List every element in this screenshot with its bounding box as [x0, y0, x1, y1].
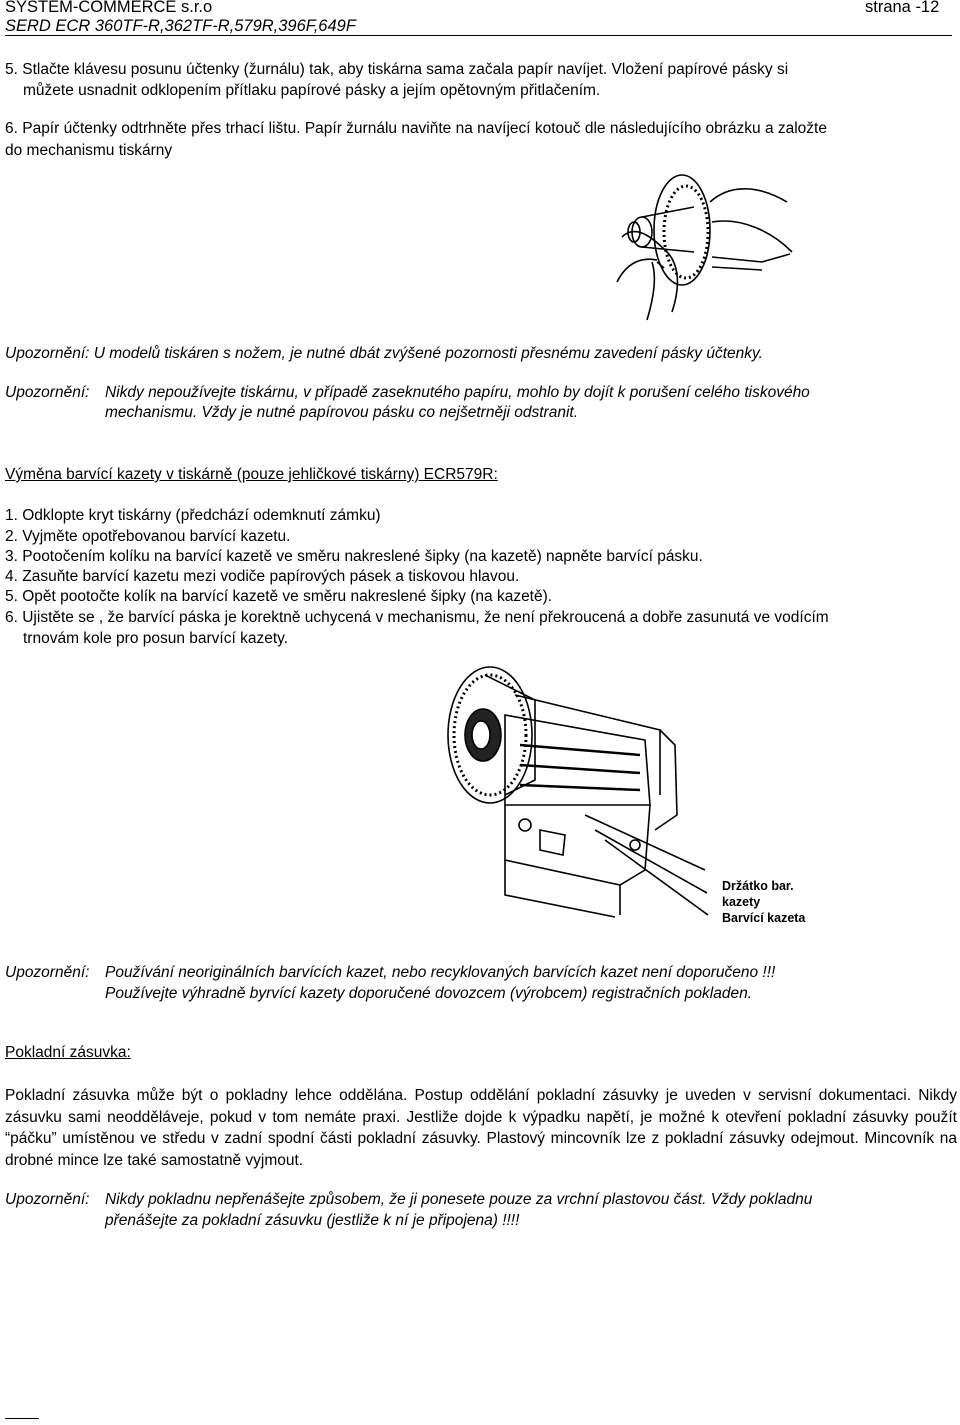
ribbon-step-5: 5. Opět pootočte kolík na barvící kazetě ve směru nakreslené šipky (na kazetě).	[5, 588, 553, 605]
printer-mechanism-illustration	[445, 655, 725, 930]
step-6-line-1: 6. Papír účtenky odtrhněte přes trhací lištu. Papír žurnálu naviňte na navíjecí kotouč dle následujícího obrázku a založte	[5, 120, 827, 137]
label-ribbon-cassette: Barvící kazeta	[722, 911, 806, 925]
ribbon-heading: Výměna barvící kazety v tiskárně (pouze jehličkové tiskárny) ECR579R:	[5, 466, 498, 483]
step-6-line-2: do mechanismu tiskárny	[5, 142, 173, 159]
footnote-rule	[5, 1418, 39, 1419]
ribbon-step-6-line-1: 6. Ujistěte se , že barvící páska je korektně uchycená v mechanismu, že není překroucená a dobře zasunutá ve vodícím	[5, 609, 829, 626]
drawer-heading: Pokladní zásuvka:	[5, 1044, 131, 1061]
warning-paper-jam-line-1: Nikdy nepoužívejte tiskárnu, v případě zaseknutého papíru, mohlo by dojít k porušení celého tiskového	[105, 384, 810, 401]
ribbon-warning-label: Upozornění:	[5, 964, 90, 981]
drawer-warning-line-2: přenášejte za pokladní zásuvku (jestliže k ní je připojena) !!!!	[105, 1212, 520, 1229]
ribbon-step-1: 1. Odklopte kryt tiskárny (předchází odemknutí zámku)	[5, 507, 381, 524]
ribbon-step-6-line-2: trnovám kole pro posun barvící kazety.	[23, 630, 289, 647]
ribbon-warning-line-1: Používání neoriginálních barvících kazet, nebo recyklovaných barvících kazet není doporučeno !!!	[105, 964, 776, 981]
label-ribbon-holder: Držátko bar.	[722, 879, 794, 893]
step-5-line-2: můžete usnadnit odklopením přítlaku papírové pásky a jejím opětovným přitlačením.	[23, 82, 601, 99]
step-5-line-1: 5. Stlačte klávesu posunu účtenky (žurnálu) tak, aby tiskárna sama začala papír navíjet. Vložení papírové pásky si	[5, 61, 789, 78]
take-up-reel-illustration	[612, 162, 797, 322]
drawer-warning-line-1: Nikdy pokladnu nepřenášejte způsobem, že ji ponesete pouze za vrchní plastovou část. Vždy pokladnu	[105, 1191, 813, 1208]
company-name: SYSTEM-COMMERCE s.r.o	[5, 0, 213, 16]
ribbon-step-4: 4. Zasuňte barvící kazetu mezi vodiče papírových pásek a tiskovou hlavou.	[5, 568, 520, 585]
label-cassette: kazety	[722, 895, 761, 909]
ribbon-step-3: 3. Pootočením kolíku na barvící kazetě ve směru nakreslené šipky (na kazetě) napněte barvící pásku.	[5, 548, 703, 565]
drawer-paragraph: Pokladní zásuvka může být o pokladny lehce oddělána. Postup oddělání pokladní zásuvky je uveden v servisní dokumentaci. Nikdy zásuvku sami neodděláveje, pokud v tom nemáte praxi. Jestliže dojde k výpadku napětí, je možné k otevření pokladní zásuvky použít “páčku” umístěnou ve středu v zadní spodní části pokladní zásuvky. Plastový mincovník lze z pokladní zásuvky odejmout. Mincovník na drobné mince lze také samostatně vyjmout.	[5, 1087, 957, 1169]
printer-models: SERD ECR 360TF-R,362TF-R,579R,396F,649F	[5, 17, 356, 35]
ribbon-step-2: 2. Vyjměte opotřebovanou barvící kazetu.	[5, 528, 291, 545]
warning-paper-jam-line-2: mechanismu. Vždy je nutné papírovou pásku co nejšetrněji odstranit.	[105, 404, 579, 421]
header-rule	[5, 35, 952, 36]
ribbon-warning-line-2: Používejte výhradně byrvící kazety doporučené dovozcem (výrobcem) registračních pokladen.	[105, 985, 753, 1002]
warning-knife-models: Upozornění: U modelů tiskáren s nožem, je nutné dbát zvýšené pozornosti přesnému zavedení pásky účtenky.	[5, 345, 763, 362]
warning-label: Upozornění:	[5, 384, 90, 401]
drawer-warning-label: Upozornění:	[5, 1191, 90, 1208]
page-number: strana -12	[865, 0, 940, 16]
